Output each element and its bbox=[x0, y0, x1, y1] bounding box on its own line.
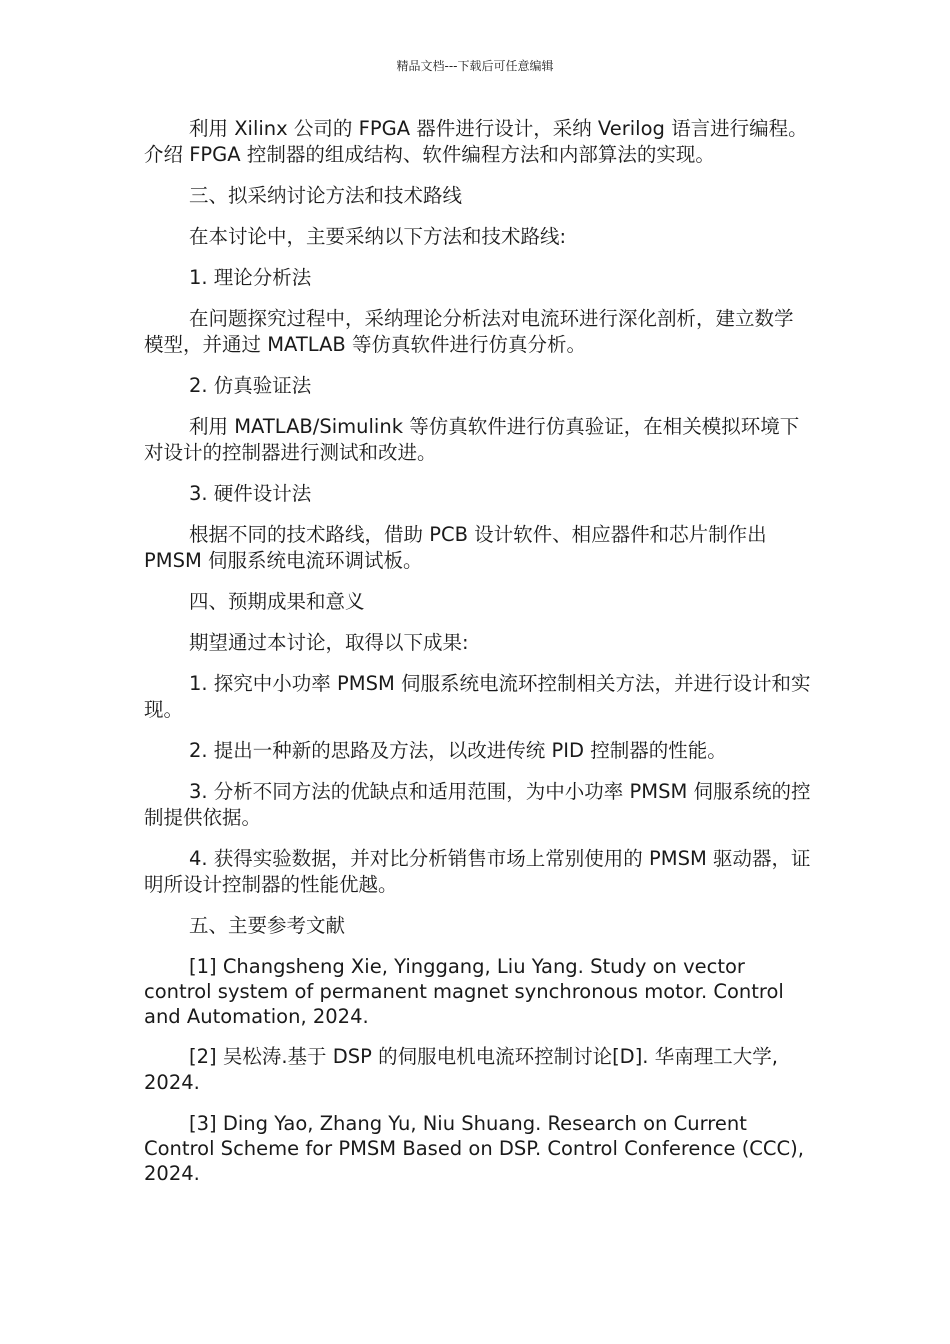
section-heading-methods: 三、拟采纳讨论方法和技术路线 bbox=[189, 184, 463, 207]
outcome-item-3: 3. 分析不同方法的优缺点和适用范围，为中小功率 PMSM 伺服系统的控制提供依据。 bbox=[144, 780, 811, 829]
paragraph-hardware: 根据不同的技术路线，借助 PCB 设计软件、相应器件和芯片制作出 PMSM 伺服系统电流环调试板。 bbox=[144, 523, 767, 572]
section-heading-references: 五、主要参考文献 bbox=[189, 914, 346, 937]
subheading-hardware: 3. 硬件设计法 bbox=[189, 482, 312, 505]
outcome-item-2: 2. 提出一种新的思路及方法，以改进传统 PID 控制器的性能。 bbox=[189, 739, 727, 762]
section-heading-outcomes: 四、预期成果和意义 bbox=[189, 590, 365, 613]
reference-1: [1] Changsheng Xie, Yinggang, Liu Yang. Study on vector control system of permanent magnet synchronous motor. Control and Automation, 2024. bbox=[144, 955, 784, 1028]
reference-3: [3] Ding Yao, Zhang Yu, Niu Shuang. Research on Current Control Scheme for PMSM Based on DSP. Control Conference (CCC), 2024. bbox=[144, 1112, 804, 1185]
reference-2: [2] 吴松涛.基于 DSP 的伺服电机电流环控制讨论[D]. 华南理工大学, 2024. bbox=[144, 1045, 778, 1094]
subheading-simulation: 2. 仿真验证法 bbox=[189, 374, 312, 397]
document-body bbox=[144, 116, 812, 1201]
paragraph-simulation: 利用 MATLAB/Simulink 等仿真软件进行仿真验证，在相关模拟环境下对设计的控制器进行测试和改进。 bbox=[144, 415, 800, 464]
outcome-item-1: 1. 探究中小功率 PMSM 伺服系统电流环控制相关方法，并进行设计和实现。 bbox=[144, 672, 811, 721]
paragraph-outcomes-intro: 期望通过本讨论，取得以下成果: bbox=[189, 631, 469, 654]
paragraph-methods-intro: 在本讨论中，主要采纳以下方法和技术路线: bbox=[189, 225, 567, 248]
page-header: 精品文档---下载后可任意编辑 bbox=[396, 59, 554, 73]
subheading-theory-analysis: 1. 理论分析法 bbox=[189, 266, 312, 289]
paragraph-theory-analysis: 在问题探究过程中，采纳理论分析法对电流环进行深化剖析，建立数学模型，并通过 MATLAB 等仿真软件进行仿真分析。 bbox=[144, 307, 794, 356]
paragraph-fpga-design: 利用 Xilinx 公司的 FPGA 器件进行设计，采纳 Verilog 语言进行编程。介绍 FPGA 控制器的组成结构、软件编程方法和内部算法的实现。 bbox=[144, 117, 808, 166]
outcome-item-4: 4. 获得实验数据，并对比分析销售市场上常别使用的 PMSM 驱动器，证明所设计控制器的性能优越。 bbox=[144, 847, 811, 896]
